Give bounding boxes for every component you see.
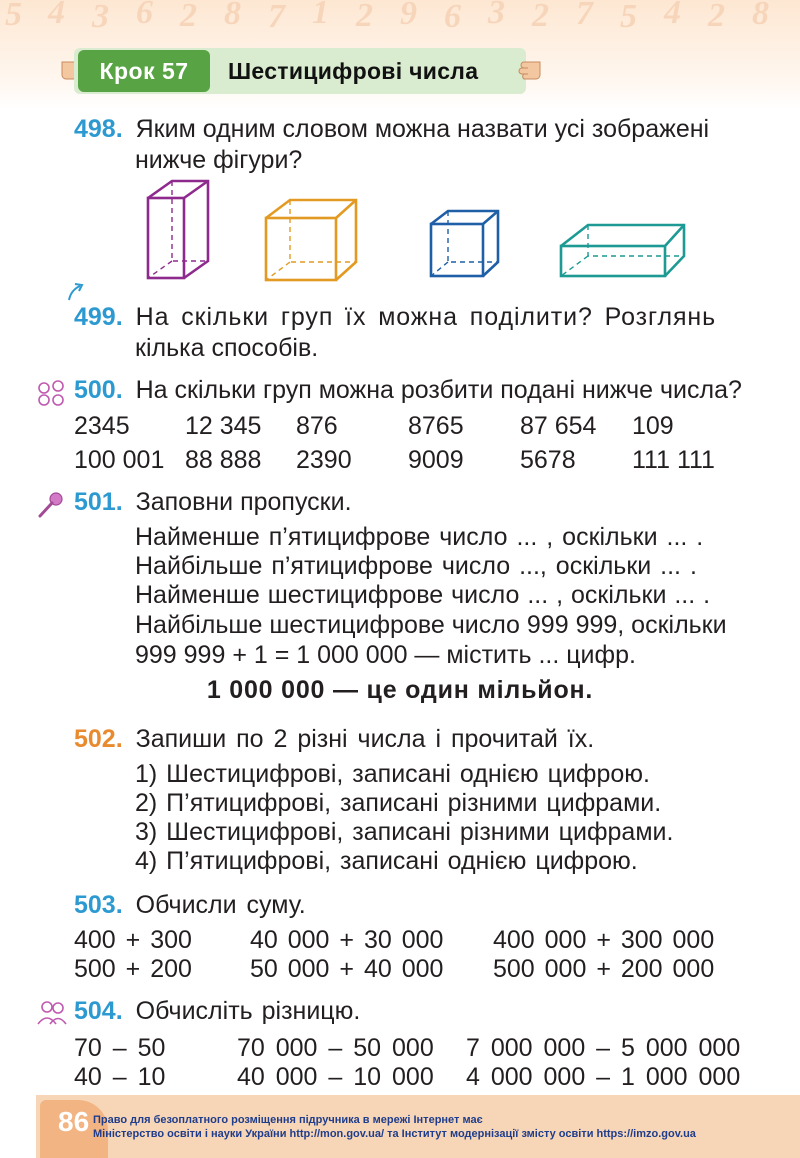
expression: 7 000 000 – 5 000 000 — [466, 1034, 741, 1062]
number-item: 88 888 — [185, 446, 262, 474]
difference-row-1 — [74, 1033, 774, 1063]
million-rule: 1 000 000 — це один мільйон. — [206, 676, 594, 704]
expression: 40 – 10 — [74, 1063, 166, 1091]
task-504 — [74, 996, 360, 1027]
sum-row-1 — [74, 925, 774, 955]
fill-line: Найбільше шестицифрове число 999 999, оскільки — [135, 611, 727, 639]
fill-line: Найбільше п’ятицифрове число ..., оскільки ... . — [135, 552, 697, 580]
numbers-row-2 — [74, 445, 774, 475]
numbers-row-1 — [74, 411, 774, 441]
task-number: 503. — [74, 891, 123, 919]
task-number: 500. — [74, 376, 123, 404]
number-item: 100 001 — [74, 446, 165, 474]
list-item: 3) Шестицифрові, записані різними цифрами. — [135, 818, 674, 846]
prism-orange — [262, 196, 360, 286]
task-text: Обчисліть різницю. — [135, 997, 361, 1025]
decorative-digits-band: 5 4 3 6 2 8 7 1 2 9 6 3 2 7 5 4 2 8 — [0, 0, 800, 110]
footer-copyright — [93, 1113, 696, 1141]
expression: 70 – 50 — [74, 1034, 166, 1062]
list-item: 1) Шестицифрові, записані однією цифрою. — [135, 760, 650, 788]
task-text: нижче фігури? — [135, 146, 303, 174]
task-number: 498. — [74, 115, 123, 143]
footer-line: Право для безоплатного розміщення підручника в мережі Інтернет має — [93, 1114, 483, 1126]
expression: 500 + 200 — [74, 955, 192, 983]
pair-work-icon — [36, 998, 68, 1026]
number-item: 2390 — [296, 446, 352, 474]
expression: 500 000 + 200 000 — [493, 955, 715, 983]
task-text: На скільки груп їх можна поділити? Розглянь — [135, 303, 717, 331]
task-499 — [74, 302, 716, 333]
number-item: 87 654 — [520, 412, 597, 440]
task-number: 502. — [74, 725, 123, 753]
page-title: Шестицифрові числа — [228, 58, 479, 84]
footer-line: Міністерство освіти і науки України http://mon.gov.ua/ та Інститут модернізації змісту освіти https://imzo.gov.ua — [93, 1128, 696, 1140]
number-item: 5678 — [520, 446, 576, 474]
fill-line: Найменше шестицифрове число ... , оскільки ... . — [135, 581, 711, 609]
fill-line: 999 999 + 1 = 1 000 000 — містить ... цифр. — [135, 641, 636, 669]
task-500 — [74, 375, 742, 406]
task-text: На скільки груп можна розбити подані нижче числа? — [135, 376, 742, 404]
expression: 4 000 000 – 1 000 000 — [466, 1063, 741, 1091]
hand-icon — [514, 50, 544, 84]
page-number: 86 — [40, 1100, 108, 1158]
expression: 400 + 300 — [74, 926, 192, 954]
task-number: 501. — [74, 488, 123, 516]
task-text: кілька способів. — [135, 334, 319, 362]
task-text: Обчисли суму. — [135, 891, 306, 919]
number-item: 8765 — [408, 412, 464, 440]
number-item: 109 — [632, 412, 674, 440]
task-text: Запиши по 2 різні числа і прочитай їх. — [135, 725, 595, 753]
number-item: 2345 — [74, 412, 130, 440]
number-item: 111 111 — [632, 446, 715, 474]
task-text: Яким одним словом можна назвати усі зображені — [135, 115, 710, 143]
expression: 400 000 + 300 000 — [493, 926, 715, 954]
arrow-icon — [66, 282, 84, 302]
bubbles-icon — [36, 378, 68, 408]
prism-purple — [144, 178, 214, 282]
step-badge: Крок 57 — [78, 50, 210, 92]
number-item: 9009 — [408, 446, 464, 474]
task-502 — [74, 724, 594, 755]
fill-line: Найменше п’ятицифрове число ... , оскільки ... . — [135, 523, 704, 551]
task-501 — [74, 487, 352, 518]
task-text: Заповни пропуски. — [135, 488, 352, 516]
expression: 70 000 – 50 000 — [237, 1034, 434, 1062]
expression: 40 000 – 10 000 — [237, 1063, 434, 1091]
sum-row-2 — [74, 954, 774, 984]
expression: 40 000 + 30 000 — [250, 926, 444, 954]
difference-row-2 — [74, 1062, 774, 1092]
number-item: 876 — [296, 412, 338, 440]
microphone-icon — [36, 490, 66, 520]
cube-blue — [428, 208, 502, 280]
list-item: 4) П’ятицифрові, записані однією цифрою. — [135, 847, 638, 875]
number-item: 12 345 — [185, 412, 262, 440]
task-number: 504. — [74, 997, 123, 1025]
expression: 50 000 + 40 000 — [250, 955, 444, 983]
task-498 — [74, 114, 709, 145]
list-item: 2) П’ятицифрові, записані різними цифрами. — [135, 789, 662, 817]
prism-teal — [558, 222, 688, 280]
task-503 — [74, 890, 306, 921]
task-number: 499. — [74, 303, 123, 331]
